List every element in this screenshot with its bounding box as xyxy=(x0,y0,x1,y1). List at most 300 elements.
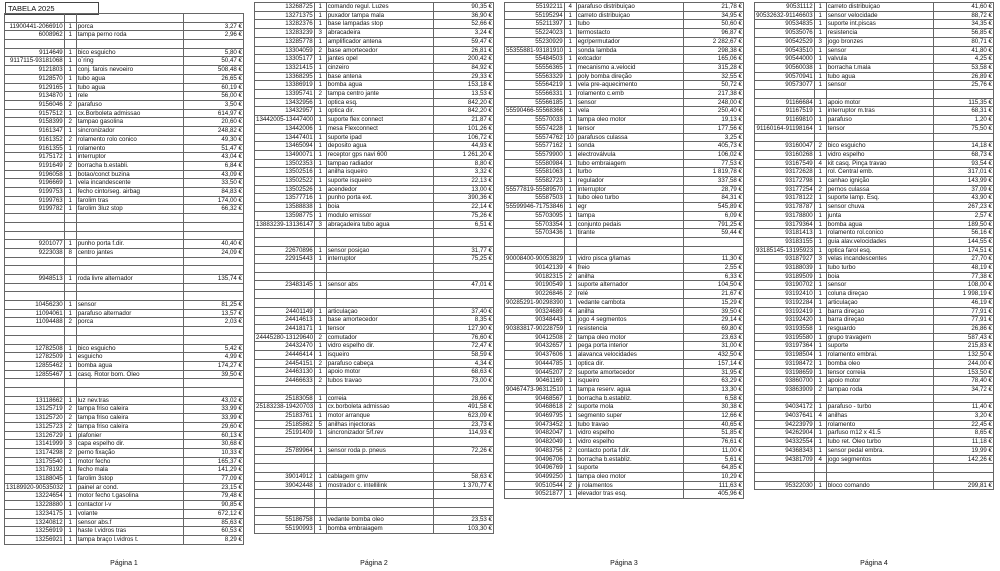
table-row xyxy=(505,168,744,177)
price-cell: 68,73 € xyxy=(934,150,994,159)
quantity-cell: 1 xyxy=(564,29,576,38)
quantity-cell: 1 xyxy=(314,98,326,107)
part-code-cell: 93178787 xyxy=(755,203,815,212)
part-code-cell xyxy=(255,264,315,273)
price-cell: 26,86 € xyxy=(934,324,994,333)
part-code-cell: 13141999 xyxy=(5,440,65,449)
table-row xyxy=(255,72,494,81)
quantity-cell: 1 xyxy=(564,464,576,473)
description-cell: tampa friso caleira xyxy=(76,405,184,414)
quantity-cell: 1 xyxy=(314,351,326,360)
quantity-cell: 1 xyxy=(564,63,576,72)
part-code-cell: 13502353 xyxy=(255,159,315,168)
description-cell: vidro pisca g/lamas xyxy=(576,255,684,264)
quantity-cell: 1 xyxy=(64,492,76,501)
description-cell: bico esguicho xyxy=(76,48,184,57)
table-row xyxy=(505,107,744,116)
table-row xyxy=(255,281,494,290)
part-code-cell: 93190702 xyxy=(755,281,815,290)
price-cell: 104,50 € xyxy=(684,281,744,290)
description-cell: sensor xyxy=(76,301,184,310)
price-cell: 13,53 € xyxy=(434,90,494,99)
table-row xyxy=(505,142,744,151)
part-code-cell: 13125720 xyxy=(5,414,65,423)
price-cell: 60,53 € xyxy=(184,527,244,536)
quantity-cell: 1 xyxy=(564,472,576,481)
quantity-cell: 1 xyxy=(564,420,576,429)
price-cell: 30,38 € xyxy=(684,403,744,412)
description-cell xyxy=(826,394,934,403)
part-code-cell: 55484503 xyxy=(505,55,565,64)
description-cell: amplificador antena xyxy=(326,37,434,46)
quantity-cell: 1 xyxy=(564,455,576,464)
table-row xyxy=(755,98,994,107)
description-cell: barra direçao xyxy=(826,307,934,316)
part-code-cell: 55703095 xyxy=(505,211,565,220)
description-cell: painel ar cond. xyxy=(76,483,184,492)
description-cell: tubo xyxy=(576,20,684,29)
description-cell: borracha t.mala xyxy=(826,63,934,72)
part-code-cell: 93187927 xyxy=(755,255,815,264)
price-cell: 33,50 € xyxy=(184,179,244,188)
table-row xyxy=(505,29,744,38)
description-cell: sensor xyxy=(826,46,934,55)
quantity-cell: 1 xyxy=(564,185,576,194)
part-code-cell: 55580984 xyxy=(505,159,565,168)
quantity-cell: 1 xyxy=(564,55,576,64)
table-row xyxy=(755,429,994,438)
price-cell: 135,74 € xyxy=(184,274,244,283)
table-row xyxy=(505,298,744,307)
part-code-cell: 90285291-90298390 xyxy=(506,298,564,306)
quantity-cell: 1 xyxy=(814,272,826,281)
description-cell: termostacto xyxy=(576,29,684,38)
price-cell: 3,27 € xyxy=(184,22,244,31)
table-row xyxy=(5,83,244,92)
part-code-cell: 13234175 xyxy=(5,509,65,518)
quantity-cell: 1 xyxy=(564,438,576,447)
table-row xyxy=(5,109,244,118)
quantity-cell: 1 xyxy=(814,438,826,447)
quantity-cell: 1 xyxy=(64,274,76,283)
quantity-cell xyxy=(64,40,76,49)
description-cell: sonda xyxy=(576,142,684,151)
part-code-cell: 93172628 xyxy=(755,168,815,177)
part-code-cell: 93863909 xyxy=(755,385,815,394)
quantity-cell: 1 xyxy=(564,90,576,99)
quantity-cell: 1 xyxy=(814,46,826,55)
table-row xyxy=(755,307,994,316)
description-cell: centro jantes xyxy=(76,248,184,257)
price-cell: 81,25 € xyxy=(184,301,244,310)
price-cell: 56,16 € xyxy=(934,229,994,238)
part-code-cell: 13502526 xyxy=(255,185,315,194)
table-row xyxy=(755,168,994,177)
description-cell: anilhas xyxy=(826,412,934,421)
table-row xyxy=(5,14,244,23)
quantity-cell: 4 xyxy=(814,159,826,168)
description-cell: tampao radiador xyxy=(326,159,434,168)
price-cell: 244,00 € xyxy=(934,359,994,368)
quantity-cell: 1 xyxy=(64,74,76,83)
table-row xyxy=(505,116,744,125)
part-code-cell: 90324689 xyxy=(505,307,565,316)
quantity-cell: 2 xyxy=(564,446,576,455)
description-cell xyxy=(326,438,434,447)
description-cell: base amortecedor xyxy=(326,316,434,325)
quantity-cell: 1 xyxy=(814,377,826,386)
table-row xyxy=(755,37,994,46)
price-cell: 49,30 € xyxy=(184,135,244,144)
quantity-cell: 2 xyxy=(314,90,326,99)
quantity-cell: 1 xyxy=(64,153,76,162)
price-cell: 8,29 € xyxy=(184,535,244,544)
description-cell: anilha isqueiro xyxy=(326,168,434,177)
part-code-cell: 13268725 xyxy=(255,3,315,12)
part-code-cell: 93185145-13195923 xyxy=(756,246,814,254)
part-code-cell: 13465094 xyxy=(255,142,315,151)
price-cell: 31,95 € xyxy=(684,368,744,377)
price-cell: 77,91 € xyxy=(934,316,994,325)
price-cell: 432,50 € xyxy=(684,351,744,360)
description-cell: jogo bronzes xyxy=(826,37,934,46)
description-cell: alavanca velocidades xyxy=(576,351,684,360)
price-cell: 299,81 € xyxy=(934,481,994,490)
quantity-cell: 1 xyxy=(314,411,326,420)
part-code-cell: 13189920-90535032 xyxy=(6,483,64,491)
description-cell: regulador xyxy=(576,177,684,186)
price-cell: 23,63 € xyxy=(684,333,744,342)
description-cell: anilha xyxy=(576,307,684,316)
price-cell: 43,09 € xyxy=(184,170,244,179)
price-cell xyxy=(934,464,994,473)
description-cell: resguardo xyxy=(826,324,934,333)
description-cell: suporte ipad xyxy=(326,133,434,142)
quantity-cell: 1 xyxy=(314,446,326,455)
price-cell: 3,25 € xyxy=(684,133,744,142)
quantity-cell: 3 xyxy=(314,220,326,229)
description-cell: tensor xyxy=(826,124,934,133)
price-cell: 4,25 € xyxy=(934,55,994,64)
price-cell xyxy=(184,266,244,275)
price-cell: 13,57 € xyxy=(184,309,244,318)
price-cell xyxy=(184,222,244,231)
price-cell: 390,36 € xyxy=(434,194,494,203)
table-row xyxy=(505,385,744,394)
part-code-cell xyxy=(255,498,315,507)
price-cell xyxy=(434,237,494,246)
table-row xyxy=(505,324,744,333)
description-cell: cx.Borboleta admissao xyxy=(76,109,184,118)
part-code-cell: 13271375 xyxy=(255,11,315,20)
part-code-cell: 24414613 xyxy=(255,316,315,325)
part-code-cell: 90573077 xyxy=(755,81,815,90)
part-code-cell: 9175172 xyxy=(5,153,65,162)
table-row xyxy=(505,307,744,316)
table-row xyxy=(505,420,744,429)
description-cell: abracadeira xyxy=(326,29,434,38)
table-row xyxy=(255,507,494,516)
price-cell: 13,30 € xyxy=(684,385,744,394)
table-row xyxy=(505,63,744,72)
price-cell: 26,89 € xyxy=(934,72,994,81)
table-row xyxy=(5,483,244,492)
quantity-cell: 1 xyxy=(64,431,76,440)
description-cell: farolim 3stop xyxy=(76,475,184,484)
quantity-cell: 2 xyxy=(814,142,826,151)
price-cell: 23,73 € xyxy=(434,420,494,429)
part-code-cell: 13432957 xyxy=(255,107,315,116)
quantity-cell xyxy=(64,257,76,266)
description-cell: contacto porta f.dir. xyxy=(576,446,684,455)
table-row xyxy=(505,194,744,203)
quantity-cell: 1 xyxy=(814,298,826,307)
quantity-cell: 1 xyxy=(64,188,76,197)
quantity-cell: 4 xyxy=(564,264,576,273)
part-code-cell: 13305177 xyxy=(255,55,315,64)
price-cell: 69,80 € xyxy=(684,324,744,333)
part-code-cell: 12782508 xyxy=(5,344,65,353)
quantity-cell: 1 xyxy=(64,31,76,40)
table-row xyxy=(255,438,494,447)
description-cell xyxy=(326,490,434,499)
quantity-cell: 1 xyxy=(64,527,76,536)
price-cell: 53,58 € xyxy=(934,63,994,72)
quantity-cell: 1 xyxy=(564,142,576,151)
quantity-cell: 1 xyxy=(814,359,826,368)
part-code-cell: 12855467 xyxy=(5,370,65,379)
price-cell: 72,47 € xyxy=(434,342,494,351)
price-cell: 76,61 € xyxy=(684,438,744,447)
price-cell: 174,27 € xyxy=(184,361,244,370)
quantity-cell: 1 xyxy=(564,72,576,81)
part-code-cell xyxy=(755,464,815,473)
page-number-label: Página 4 xyxy=(860,560,888,567)
description-cell: sensor velocidade xyxy=(826,11,934,20)
description-cell: tubos travao xyxy=(326,377,434,386)
table-row xyxy=(255,220,494,229)
quantity-cell: 1 xyxy=(564,116,576,125)
description-cell: abraçadeira tubo agua xyxy=(326,220,434,229)
part-code-cell: 55195294 xyxy=(505,11,565,20)
description-cell: parafuso distribuiçao xyxy=(576,3,684,12)
quantity-cell: 1 xyxy=(314,281,326,290)
quantity-cell xyxy=(314,464,326,473)
table-row xyxy=(255,272,494,281)
price-cell: 11,18 € xyxy=(934,438,994,447)
part-code-cell: 91166684 xyxy=(755,98,815,107)
description-cell: parafuso - turbo xyxy=(826,403,934,412)
description-cell: mecanismo a.velocid xyxy=(576,63,684,72)
table-row xyxy=(255,359,494,368)
table-row xyxy=(755,220,994,229)
price-cell xyxy=(684,237,744,246)
price-cell: 4,99 € xyxy=(184,353,244,362)
description-cell: tubo turbo xyxy=(826,264,934,273)
part-code-cell: 90445207 xyxy=(505,368,565,377)
price-cell: 111,63 € xyxy=(684,481,744,490)
part-code-cell xyxy=(5,40,65,49)
price-cell: 189,50 € xyxy=(934,220,994,229)
table-row xyxy=(255,133,494,142)
quantity-cell: 1 xyxy=(314,150,326,159)
table-row xyxy=(5,31,244,40)
quantity-cell xyxy=(64,222,76,231)
description-cell: resistencia xyxy=(576,324,684,333)
part-code-cell: 90542529 xyxy=(755,37,815,46)
price-cell: 5,42 € xyxy=(184,344,244,353)
description-cell: parafuso alternador xyxy=(76,309,184,318)
table-row xyxy=(255,116,494,125)
table-row xyxy=(505,46,744,55)
part-code-cell: 93183155 xyxy=(755,237,815,246)
quantity-cell xyxy=(314,438,326,447)
part-code-cell: 94034172 xyxy=(755,403,815,412)
table-row xyxy=(5,22,244,31)
part-code-cell xyxy=(255,290,315,299)
table-row xyxy=(505,438,744,447)
part-code-cell: 55566331 xyxy=(505,90,565,99)
part-code-cell: 90496769 xyxy=(505,464,565,473)
table-row xyxy=(505,229,744,238)
description-cell: cinzeiro xyxy=(326,63,434,72)
part-code-cell xyxy=(255,464,315,473)
description-cell: vedante cambota xyxy=(576,298,684,307)
quantity-cell: 2 xyxy=(64,448,76,457)
part-code-cell: 9129165 xyxy=(5,83,65,92)
part-code-cell: 13174298 xyxy=(5,448,65,457)
quantity-cell: 1 xyxy=(314,124,326,133)
part-code-cell: 13224654 xyxy=(5,492,65,501)
quantity-cell: 1 xyxy=(314,168,326,177)
part-code-cell: 13442005-13447400 xyxy=(256,116,314,124)
description-cell xyxy=(826,464,934,473)
price-cell: 96,87 € xyxy=(684,29,744,38)
description-cell: motor fecho t.gasolina xyxy=(76,492,184,501)
table-row xyxy=(755,255,994,264)
price-cell: 80,71 € xyxy=(934,37,994,46)
table-row xyxy=(755,81,994,90)
price-cell: 174,51 € xyxy=(934,246,994,255)
price-cell: 48,19 € xyxy=(934,264,994,273)
description-cell: optica dir. xyxy=(326,107,434,116)
quantity-cell: 1 xyxy=(564,490,576,499)
price-cell: 23,15 € xyxy=(184,483,244,492)
quantity-cell: 1 xyxy=(314,516,326,525)
part-code-cell: 55190993 xyxy=(255,524,315,533)
table-row xyxy=(505,481,744,490)
quantity-cell: 1 xyxy=(814,316,826,325)
part-code-cell: 13442006 xyxy=(255,124,315,133)
description-cell xyxy=(326,298,434,307)
description-cell: tampao roda xyxy=(826,385,934,394)
price-cell xyxy=(434,438,494,447)
table-row xyxy=(755,368,994,377)
quantity-cell: 1 xyxy=(814,420,826,429)
table-row xyxy=(255,324,494,333)
price-cell: 51,85 € xyxy=(684,429,744,438)
price-cell: 12,66 € xyxy=(684,412,744,421)
part-code-cell: 13588838 xyxy=(255,203,315,212)
quantity-cell: 1 xyxy=(814,168,826,177)
table-row xyxy=(755,63,994,72)
description-cell: grupo travagem xyxy=(826,333,934,342)
table-row xyxy=(5,179,244,188)
price-cell: 32,55 € xyxy=(684,72,744,81)
part-code-cell: 93197364 xyxy=(755,342,815,351)
table-row xyxy=(255,446,494,455)
description-cell: tubo embraiagem xyxy=(576,159,684,168)
price-cell xyxy=(184,379,244,388)
table-row xyxy=(255,168,494,177)
quantity-cell: 2 xyxy=(314,333,326,342)
price-cell: 50,72 € xyxy=(684,81,744,90)
price-cell: 11,00 € xyxy=(684,446,744,455)
table-row xyxy=(755,72,994,81)
table-row xyxy=(255,229,494,238)
quantity-cell: 1 xyxy=(814,229,826,238)
price-cell: 15,29 € xyxy=(684,298,744,307)
table-row xyxy=(755,159,994,168)
part-code-cell: 55192211 xyxy=(505,3,565,12)
table-row xyxy=(5,475,244,484)
price-cell: 26,81 € xyxy=(434,46,494,55)
part-code-cell: 90544000 xyxy=(755,55,815,64)
description-cell: tampa xyxy=(576,211,684,220)
table-row xyxy=(505,220,744,229)
part-code-cell: 93188039 xyxy=(755,264,815,273)
part-code-cell: 9121803 xyxy=(5,66,65,75)
quantity-cell: 1 xyxy=(814,63,826,72)
table-row xyxy=(255,246,494,255)
part-code-cell: 90008400-90053829 xyxy=(506,255,564,263)
price-cell: 73,00 € xyxy=(434,377,494,386)
description-cell xyxy=(826,133,934,142)
description-cell: tubo agua xyxy=(76,74,184,83)
description-cell: elevador tras esq. xyxy=(576,490,684,499)
part-code-cell: 10456230 xyxy=(5,301,65,310)
part-code-cell: 93189509 xyxy=(755,272,815,281)
description-cell: jogo segmentos xyxy=(826,455,934,464)
quantity-cell xyxy=(64,266,76,275)
part-code-cell: 11094061 xyxy=(5,309,65,318)
quantity-cell: 1 xyxy=(314,342,326,351)
part-code-cell: 94223979 xyxy=(755,420,815,429)
price-cell: 78,40 € xyxy=(934,377,994,386)
price-cell: 115,35 € xyxy=(934,98,994,107)
quantity-cell: 1 xyxy=(814,481,826,490)
table-row xyxy=(755,150,994,159)
part-code-cell: 95322030 xyxy=(755,481,815,490)
price-cell: 58,59 € xyxy=(434,351,494,360)
quantity-cell: 1 xyxy=(314,72,326,81)
quantity-cell: 1 xyxy=(64,353,76,362)
price-cell: 337,58 € xyxy=(684,177,744,186)
table-row xyxy=(5,127,244,136)
table-row xyxy=(5,283,244,292)
part-code-cell: 90496706 xyxy=(505,455,565,464)
part-code-cell: 93178122 xyxy=(755,194,815,203)
price-cell: 66,32 € xyxy=(184,205,244,214)
part-code-cell: 55566185 xyxy=(505,98,565,107)
description-cell xyxy=(326,464,434,473)
description-cell: apoio motor xyxy=(826,377,934,386)
quantity-cell: 1 xyxy=(314,185,326,194)
quantity-cell: 1 xyxy=(564,124,576,133)
table-row xyxy=(5,161,244,170)
price-cell: 33,99 € xyxy=(184,414,244,423)
part-code-cell: 39042448 xyxy=(255,481,315,490)
